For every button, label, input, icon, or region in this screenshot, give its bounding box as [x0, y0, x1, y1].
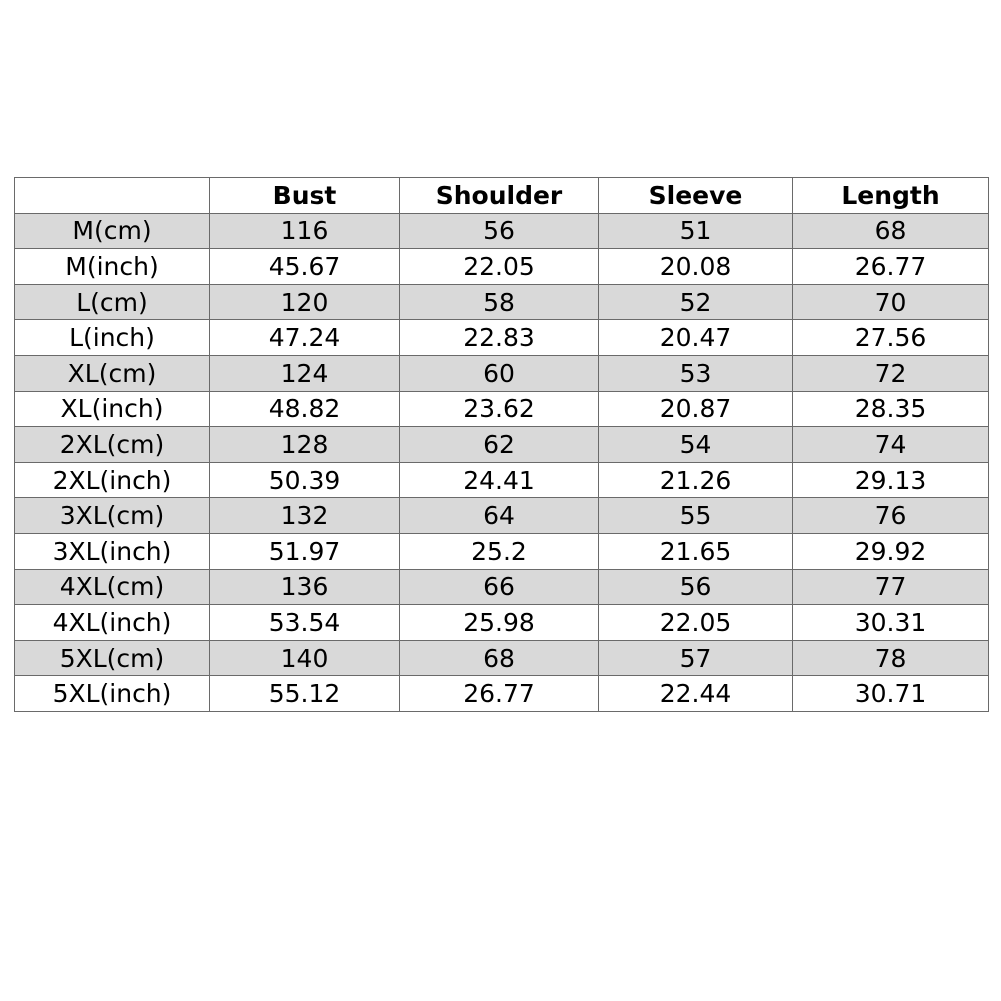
size-cell: L(cm) — [15, 284, 210, 320]
shoulder-cell: 60 — [400, 355, 599, 391]
table-row — [15, 213, 989, 249]
bust-cell: 128 — [210, 427, 400, 463]
length-cell: 78 — [793, 640, 989, 676]
length-cell: 29.13 — [793, 462, 989, 498]
length-cell: 26.77 — [793, 249, 989, 285]
size-cell: L(inch) — [15, 320, 210, 356]
size-cell: XL(cm) — [15, 355, 210, 391]
sleeve-cell: 21.26 — [599, 462, 793, 498]
length-cell: 72 — [793, 355, 989, 391]
sleeve-cell: 57 — [599, 640, 793, 676]
shoulder-cell: 23.62 — [400, 391, 599, 427]
bust-cell: 50.39 — [210, 462, 400, 498]
sleeve-cell: 20.08 — [599, 249, 793, 285]
size-chart-body — [15, 213, 989, 711]
table-row — [15, 498, 989, 534]
table-row — [15, 391, 989, 427]
table-row — [15, 284, 989, 320]
size-cell: 4XL(inch) — [15, 605, 210, 641]
shoulder-cell: 66 — [400, 569, 599, 605]
length-cell: 28.35 — [793, 391, 989, 427]
bust-cell: 116 — [210, 213, 400, 249]
length-cell: 68 — [793, 213, 989, 249]
sleeve-cell: 53 — [599, 355, 793, 391]
table-row — [15, 249, 989, 285]
size-cell: M(inch) — [15, 249, 210, 285]
sleeve-cell: 22.44 — [599, 676, 793, 712]
sleeve-cell: 21.65 — [599, 533, 793, 569]
sleeve-cell: 51 — [599, 213, 793, 249]
header-size-label — [15, 178, 210, 214]
sleeve-cell: 22.05 — [599, 605, 793, 641]
length-cell: 27.56 — [793, 320, 989, 356]
shoulder-cell: 64 — [400, 498, 599, 534]
table-row — [15, 355, 989, 391]
length-cell: 77 — [793, 569, 989, 605]
length-cell: 30.71 — [793, 676, 989, 712]
header-shoulder: Shoulder — [400, 178, 599, 214]
size-cell: XL(inch) — [15, 391, 210, 427]
bust-cell: 45.67 — [210, 249, 400, 285]
size-cell: 2XL(cm) — [15, 427, 210, 463]
size-cell: M(cm) — [15, 213, 210, 249]
shoulder-cell: 22.05 — [400, 249, 599, 285]
bust-cell: 140 — [210, 640, 400, 676]
shoulder-cell: 68 — [400, 640, 599, 676]
size-cell: 3XL(inch) — [15, 533, 210, 569]
table-row — [15, 605, 989, 641]
header-sleeve: Sleeve — [599, 178, 793, 214]
shoulder-cell: 26.77 — [400, 676, 599, 712]
sleeve-cell: 20.87 — [599, 391, 793, 427]
length-cell: 29.92 — [793, 533, 989, 569]
size-cell: 3XL(cm) — [15, 498, 210, 534]
sleeve-cell: 20.47 — [599, 320, 793, 356]
bust-cell: 51.97 — [210, 533, 400, 569]
length-cell: 76 — [793, 498, 989, 534]
shoulder-cell: 25.2 — [400, 533, 599, 569]
length-cell: 30.31 — [793, 605, 989, 641]
header-row — [15, 178, 989, 214]
bust-cell: 55.12 — [210, 676, 400, 712]
shoulder-cell: 22.83 — [400, 320, 599, 356]
length-cell: 70 — [793, 284, 989, 320]
size-chart-table — [14, 177, 989, 712]
size-cell: 5XL(inch) — [15, 676, 210, 712]
shoulder-cell: 58 — [400, 284, 599, 320]
table-row — [15, 533, 989, 569]
bust-cell: 48.82 — [210, 391, 400, 427]
sleeve-cell: 54 — [599, 427, 793, 463]
table-row — [15, 320, 989, 356]
size-cell: 4XL(cm) — [15, 569, 210, 605]
sleeve-cell: 55 — [599, 498, 793, 534]
bust-cell: 136 — [210, 569, 400, 605]
table-row — [15, 427, 989, 463]
table-row — [15, 676, 989, 712]
sleeve-cell: 56 — [599, 569, 793, 605]
table-row — [15, 640, 989, 676]
header-bust: Bust — [210, 178, 400, 214]
shoulder-cell: 56 — [400, 213, 599, 249]
shoulder-cell: 24.41 — [400, 462, 599, 498]
size-chart-header — [15, 178, 989, 214]
table-row — [15, 569, 989, 605]
table-row — [15, 462, 989, 498]
size-cell: 5XL(cm) — [15, 640, 210, 676]
bust-cell: 53.54 — [210, 605, 400, 641]
bust-cell: 124 — [210, 355, 400, 391]
bust-cell: 120 — [210, 284, 400, 320]
header-length: Length — [793, 178, 989, 214]
size-cell: 2XL(inch) — [15, 462, 210, 498]
shoulder-cell: 25.98 — [400, 605, 599, 641]
bust-cell: 47.24 — [210, 320, 400, 356]
shoulder-cell: 62 — [400, 427, 599, 463]
bust-cell: 132 — [210, 498, 400, 534]
length-cell: 74 — [793, 427, 989, 463]
sleeve-cell: 52 — [599, 284, 793, 320]
